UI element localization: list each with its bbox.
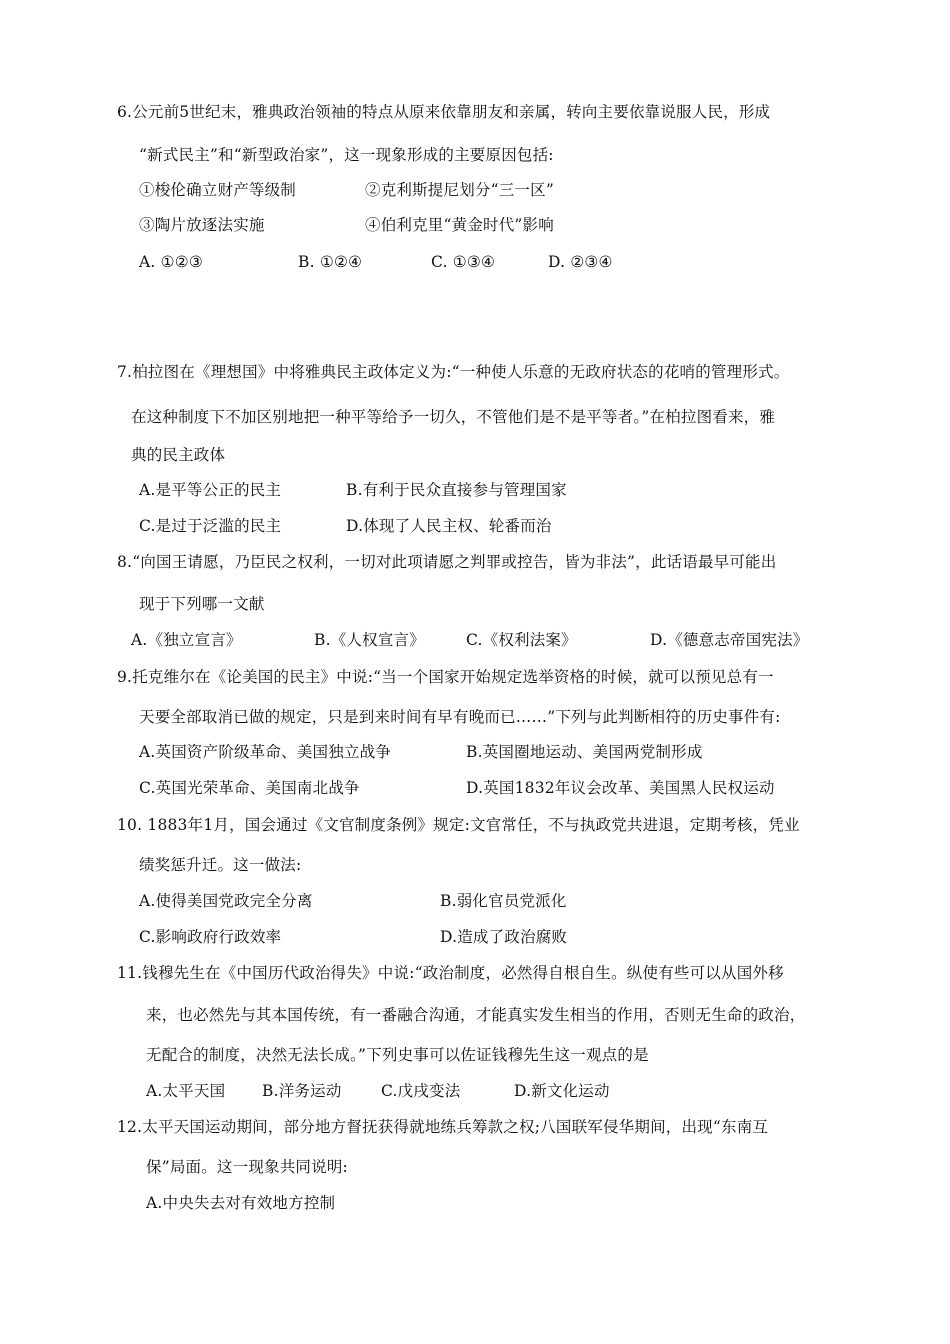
q6-option-c: C. ①③④ bbox=[431, 253, 496, 271]
q11-option-d: D.新文化运动 bbox=[514, 1082, 610, 1100]
q10-option-a: A.使得美国党政完全分离 bbox=[139, 892, 313, 910]
q8-stem-line2: 现于下列哪一文献 bbox=[139, 595, 265, 613]
q9-option-b: B.英国圈地运动、美国两党制形成 bbox=[466, 743, 703, 761]
q9-option-d: D.英国1832年议会改革、美国黑人民权运动 bbox=[466, 779, 775, 797]
q9-option-a: A.英国资产阶级革命、美国独立战争 bbox=[139, 743, 392, 761]
q6-stem-line2: “新式民主”和“新型政治家”，这一现象形成的主要原因包括: bbox=[139, 146, 554, 164]
q7-option-d: D.体现了人民主权、轮番而治 bbox=[346, 517, 552, 535]
q10-option-b: B.弱化官员党派化 bbox=[440, 892, 567, 910]
q9-option-c: C.英国光荣革命、美国南北战争 bbox=[139, 779, 360, 797]
q11-stem-line2: 来，也必然先与其本国传统，有一番融合沟通，才能真实发生相当的作用，否则无生命的政治， bbox=[146, 1006, 806, 1024]
q11-option-b: B.洋务运动 bbox=[262, 1082, 342, 1100]
q8-option-d: D.《德意志帝国宪法》 bbox=[650, 631, 809, 649]
q10-stem-line1: 10. 1883年1月，国会通过《文官制度条例》规定:文官常任，不与执政党共进退，定期考核，凭业 bbox=[117, 816, 800, 834]
q6-item-4: ④伯利克里“黄金时代”影响 bbox=[365, 216, 554, 234]
q7-stem-line1: 7.柏拉图在《理想国》中将雅典民主政体定义为:“一种使人乐意的无政府状态的花哨的管理形式。 bbox=[117, 363, 790, 381]
q6-stem-line1: 6.公元前5世纪末，雅典政治领袖的特点从原来依靠朋友和亲属，转向主要依靠说服人民，形成 bbox=[117, 103, 771, 121]
q11-option-a: A.太平天国 bbox=[146, 1082, 226, 1100]
q6-item-1: ①梭伦确立财产等级制 bbox=[139, 181, 297, 199]
q6-option-a: A. ①②③ bbox=[139, 253, 203, 271]
q11-stem-line3: 无配合的制度，决然无法长成。”下列史事可以佐证钱穆先生这一观点的是 bbox=[146, 1046, 649, 1064]
q7-stem-line3: 典的民主政体 bbox=[131, 446, 226, 464]
q6-item-3: ③陶片放逐法实施 bbox=[139, 216, 265, 234]
q6-item-2: ②克利斯提尼划分“三一区” bbox=[365, 181, 554, 199]
q11-stem-line1: 11.钱穆先生在《中国历代政治得失》中说:“政治制度，必然得自根自生。纵使有些可以从国外移 bbox=[117, 964, 784, 982]
q7-option-b: B.有利于民众直接参与管理国家 bbox=[346, 481, 567, 499]
q6-option-d: D. ②③④ bbox=[548, 253, 613, 271]
q8-stem-line1: 8.“向国王请愿，乃臣民之权利，一切对此项请愿之判罪或控告，皆为非法”，此话语最早可能出 bbox=[117, 553, 777, 571]
q10-option-d: D.造成了政治腐败 bbox=[440, 928, 568, 946]
q8-option-b: B.《人权宣言》 bbox=[314, 631, 425, 649]
q7-option-c: C.是过于泛滥的民主 bbox=[139, 517, 282, 535]
q9-stem-line2: 天要全部取消已做的规定，只是到来时间有早有晚而已……”下列与此判断相符的历史事件有: bbox=[139, 708, 781, 726]
q12-stem-line1: 12.太平天国运动期间，部分地方督抚获得就地练兵筹款之权;八国联军侵华期间，出现“东南互 bbox=[117, 1118, 769, 1136]
q11-option-c: C.戊戌变法 bbox=[381, 1082, 461, 1100]
q10-option-c: C.影响政府行政效率 bbox=[139, 928, 282, 946]
q9-stem-line1: 9.托克维尔在《论美国的民主》中说:“当一个国家开始规定选举资格的时候，就可以预见总有一 bbox=[117, 668, 774, 686]
q7-stem-line2: 在这种制度下不加区别地把一种平等给予一切久，不管他们是不是平等者。”在柏拉图看来，雅 bbox=[131, 408, 776, 426]
q12-stem-line2: 保”局面。这一现象共同说明: bbox=[146, 1158, 348, 1176]
q8-option-a: A.《独立宣言》 bbox=[131, 631, 242, 649]
q12-option-a: A.中央失去对有效地方控制 bbox=[146, 1194, 336, 1212]
q7-option-a: A.是平等公正的民主 bbox=[139, 481, 282, 499]
q8-option-c: C.《权利法案》 bbox=[466, 631, 577, 649]
q6-option-b: B. ①②④ bbox=[298, 253, 363, 271]
q10-stem-line2: 绩奖惩升迁。这一做法: bbox=[139, 856, 302, 874]
